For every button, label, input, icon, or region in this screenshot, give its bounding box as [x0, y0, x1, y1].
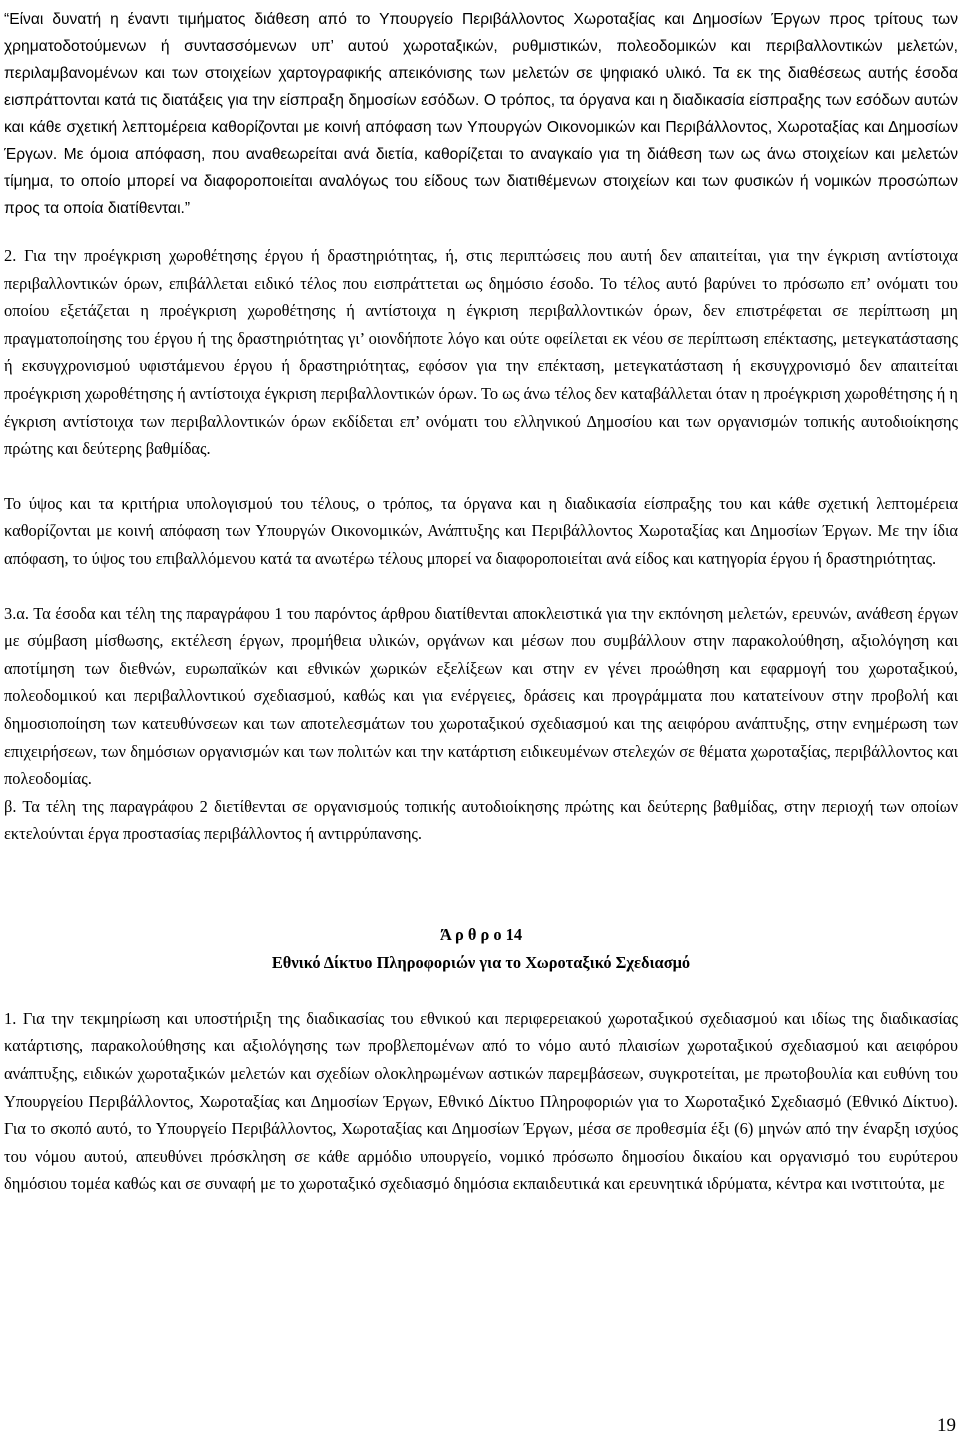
- article-title: Εθνικό Δίκτυο Πληροφοριών για το Χωροταξικό Σχεδιασμό: [271, 952, 691, 972]
- paragraph-2-special-fee: 2. Για την προέγκριση χωροθέτησης έργου ή δραστηριότητας, ή, στις περιπτώσεις που αυτή δεν απαιτείται, για την έγκριση αντίστοιχα περιβαλλοντικών όρων, επιβάλλεται ειδικό τέλος που εισπράττεται ως δημόσιο έσοδο. Το τέλος αυτό βαρύνει το πρόσωπο επ’ ονόματι του οποίου εξετάζεται η προέγκριση χωροθέτησης ή αντίστοιχα η έγκριση περιβαλλοντικών όρων, δεν επιστρέφεται σε περίπτωση μη πραγματοποίησης του έργου ή της δραστηριότητας γι’ οιονδήποτε λόγο και ούτε οφείλεται εκ νέου σε περίπτωση επέκτασης, μετεγκατάστασης ή εκσυγχρονισμού υφιστάμενου έργου ή δραστηριότητας, εφόσον για την επέκταση, μετεγκατάσταση ή εκσυγχρονισμό δεν απαιτείται προέγκριση χωροθέτησης ή αντίστοιχα έγκριση περιβαλλοντικών όρων. Το ως άνω τέλος δεν καταβάλλεται όταν η προέγκριση χωροθέτησης ή η έγκριση αντίστοιχα των περιβαλλοντικών όρων εκδίδεται επ’ ονόματι του ελληνικού Δημοσίου και των οργανισμών τοπικής αυτοδιοίκησης πρώτης και δεύτερης βαθμίδας.: [4, 246, 958, 459]
- page-number: 19: [937, 1415, 956, 1436]
- paragraph-fee-amount: Το ύψος και τα κριτήρια υπολογισμού του τέλους, ο τρόπος, τα όργανα και η διαδικασία είσπραξης του και κάθε σχετική λεπτομέρεια καθορίζονται με κοινή απόφαση των Υπουργών Οικονομικών, Ανάπτυξης και Περιβάλλοντος Χωροταξίας και Δημοσίων Έργων. Με την ίδια απόφαση, το ύψος του επιβαλλόμενου κατά τα ανωτέρω τέλους μπορεί να διαφοροποιείται ανά είδος και κατηγορία έργου ή δραστηριότητας.: [4, 493, 958, 568]
- paragraph-3b-fee-allocation: β. Τα τέλη της παραγράφου 2 διετίθενται σε οργανισμούς τοπικής αυτοδιοίκησης πρώτης και δεύτερης βαθμίδας, στην περιοχή των οποίων εκτελούνται έργα προστασίας περιβάλλοντος ή αντιρρύπανσης.: [4, 796, 958, 844]
- article-14-paragraph-1: 1. Για την τεκμηρίωση και υποστήριξη της διαδικασίας του εθνικού και περιφερειακού χωροταξικού σχεδιασμού και ιδίως της διαδικασίας κατάρτισης, παρακολούθησης και αξιολόγησης των προβλεπομένων από το νόμο αυτό πλαισίων χωροταξικού σχεδιασμού και αειφόρου ανάπτυξης, ειδικών χωροταξικών μελετών και σχεδίων ολοκληρωμένων αστικών παρεμβάσεων, συγκροτείται, με πρωτοβουλία και ευθύνη του Υπουργείου Περιβάλλοντος, Χωροταξίας και Δημοσίων Έργων, Εθνικό Δίκτυο Πληροφοριών για το Χωροταξικό Σχεδιασμό (Εθνικό Δίκτυο). Για το σκοπό αυτό, το Υπουργείο Περιβάλλοντος, Χωροταξίας και Δημοσίων Έργων, μέσα σε προθεσμία έξι (6) μηνών από την έναρξη ισχύος του νόμου αυτού, απευθύνει πρόσκληση σε κάθε αρμόδιο υπουργείο, νομικό πρόσωπο δημοσίου δικαίου και οργανισμό του ευρύτερου δημόσιου τομέα καθώς και σε συναφή με το χωροταξικό σχεδιασμό δημόσια εκπαιδευτικά και ερευνητικά ιδρύματα, κέντρα και ινστιτούτα, με: [4, 1008, 958, 1194]
- paragraph-3a-revenue-use: 3.α. Τα έσοδα και τέλη της παραγράφου 1 του παρόντος άρθρου διατίθενται αποκλειστικά για την εκπόνηση μελετών, ερευνών, ανάθεση έργων με σύμβαση μίσθωσης, εκτέλεση έργων, προμήθεια υλικών, οργάνων και μέσων που συμβάλλουν στην παρακολούθηση, αξιολόγηση και αποτίμηση των διεθνών, ευρωπαϊκών και εθνικών χωρικών εξελίξεων και στην εν γένει προώθηση και εφαρμογή του χωροταξικού, πολεοδομικού και περιβαλλοντικού σχεδιασμού, καθώς και για ενέργειες, δράσεις και προγράμματα που κατατείνουν στην προβολή και δημοσιοποίηση των κατευθύνσεων και των αποτελεσμάτων του χωροταξικού σχεδιασμού και της αειφόρου ανάπτυξης, στην ενημέρωση των επιχειρήσεων, των δημόσιων οργανισμών και των πολιτών και την κατάρτιση ειδικευμένων στελεχών σε θέματα χωροταξίας, περιβάλλοντος και πολεοδομίας.: [4, 603, 958, 789]
- paragraph-amended-text: “Είναι δυνατή η έναντι τιμήματος διάθεση από το Υπουργείο Περιβάλλοντος Χωροταξίας και Δημοσίων Έργων προς τρίτους των χρηματοδοτούμενων ή συντασσόμενων υπ’ αυτού χωροταξικών, ρυθμιστικών, πολεοδομικών και περιβαλλοντικών μελετών, περιλαμβανομένων και των στοιχείων χαρτογραφικής απεικόνισης των μελετών σε ψηφιακό υλικό. Τα εκ της διαθέσεως αυτής έσοδα εισπράττονται κατά τις διατάξεις για την είσπραξη δημοσίων εσόδων. Ο τρόπος, τα όργανα και η διαδικασία είσπραξης των εσόδων αυτών και κάθε σχετική λεπτομέρεια καθορίζονται με κοινή απόφαση των Υπουργών Οικονομικών και Περιβάλλοντος, Χωροταξίας και Δημοσίων Έργων. Με όμοια απόφαση, που αναθεωρείται ανά διετία, καθορίζεται το αναγκαίο για τη διάθεση των ως άνω στοιχείων και μελετών τίμημα, το οποίο μπορεί να διαφοροποιείται αναλόγως του είδους των διατιθέμενων στοιχείων και των φυσικών ή νομικών προσώπων προς τα οποία διατίθενται.”: [4, 11, 958, 217]
- document-page: [4, 0, 958, 1198]
- article-number: Ά ρ θ ρ ο 14: [439, 924, 523, 944]
